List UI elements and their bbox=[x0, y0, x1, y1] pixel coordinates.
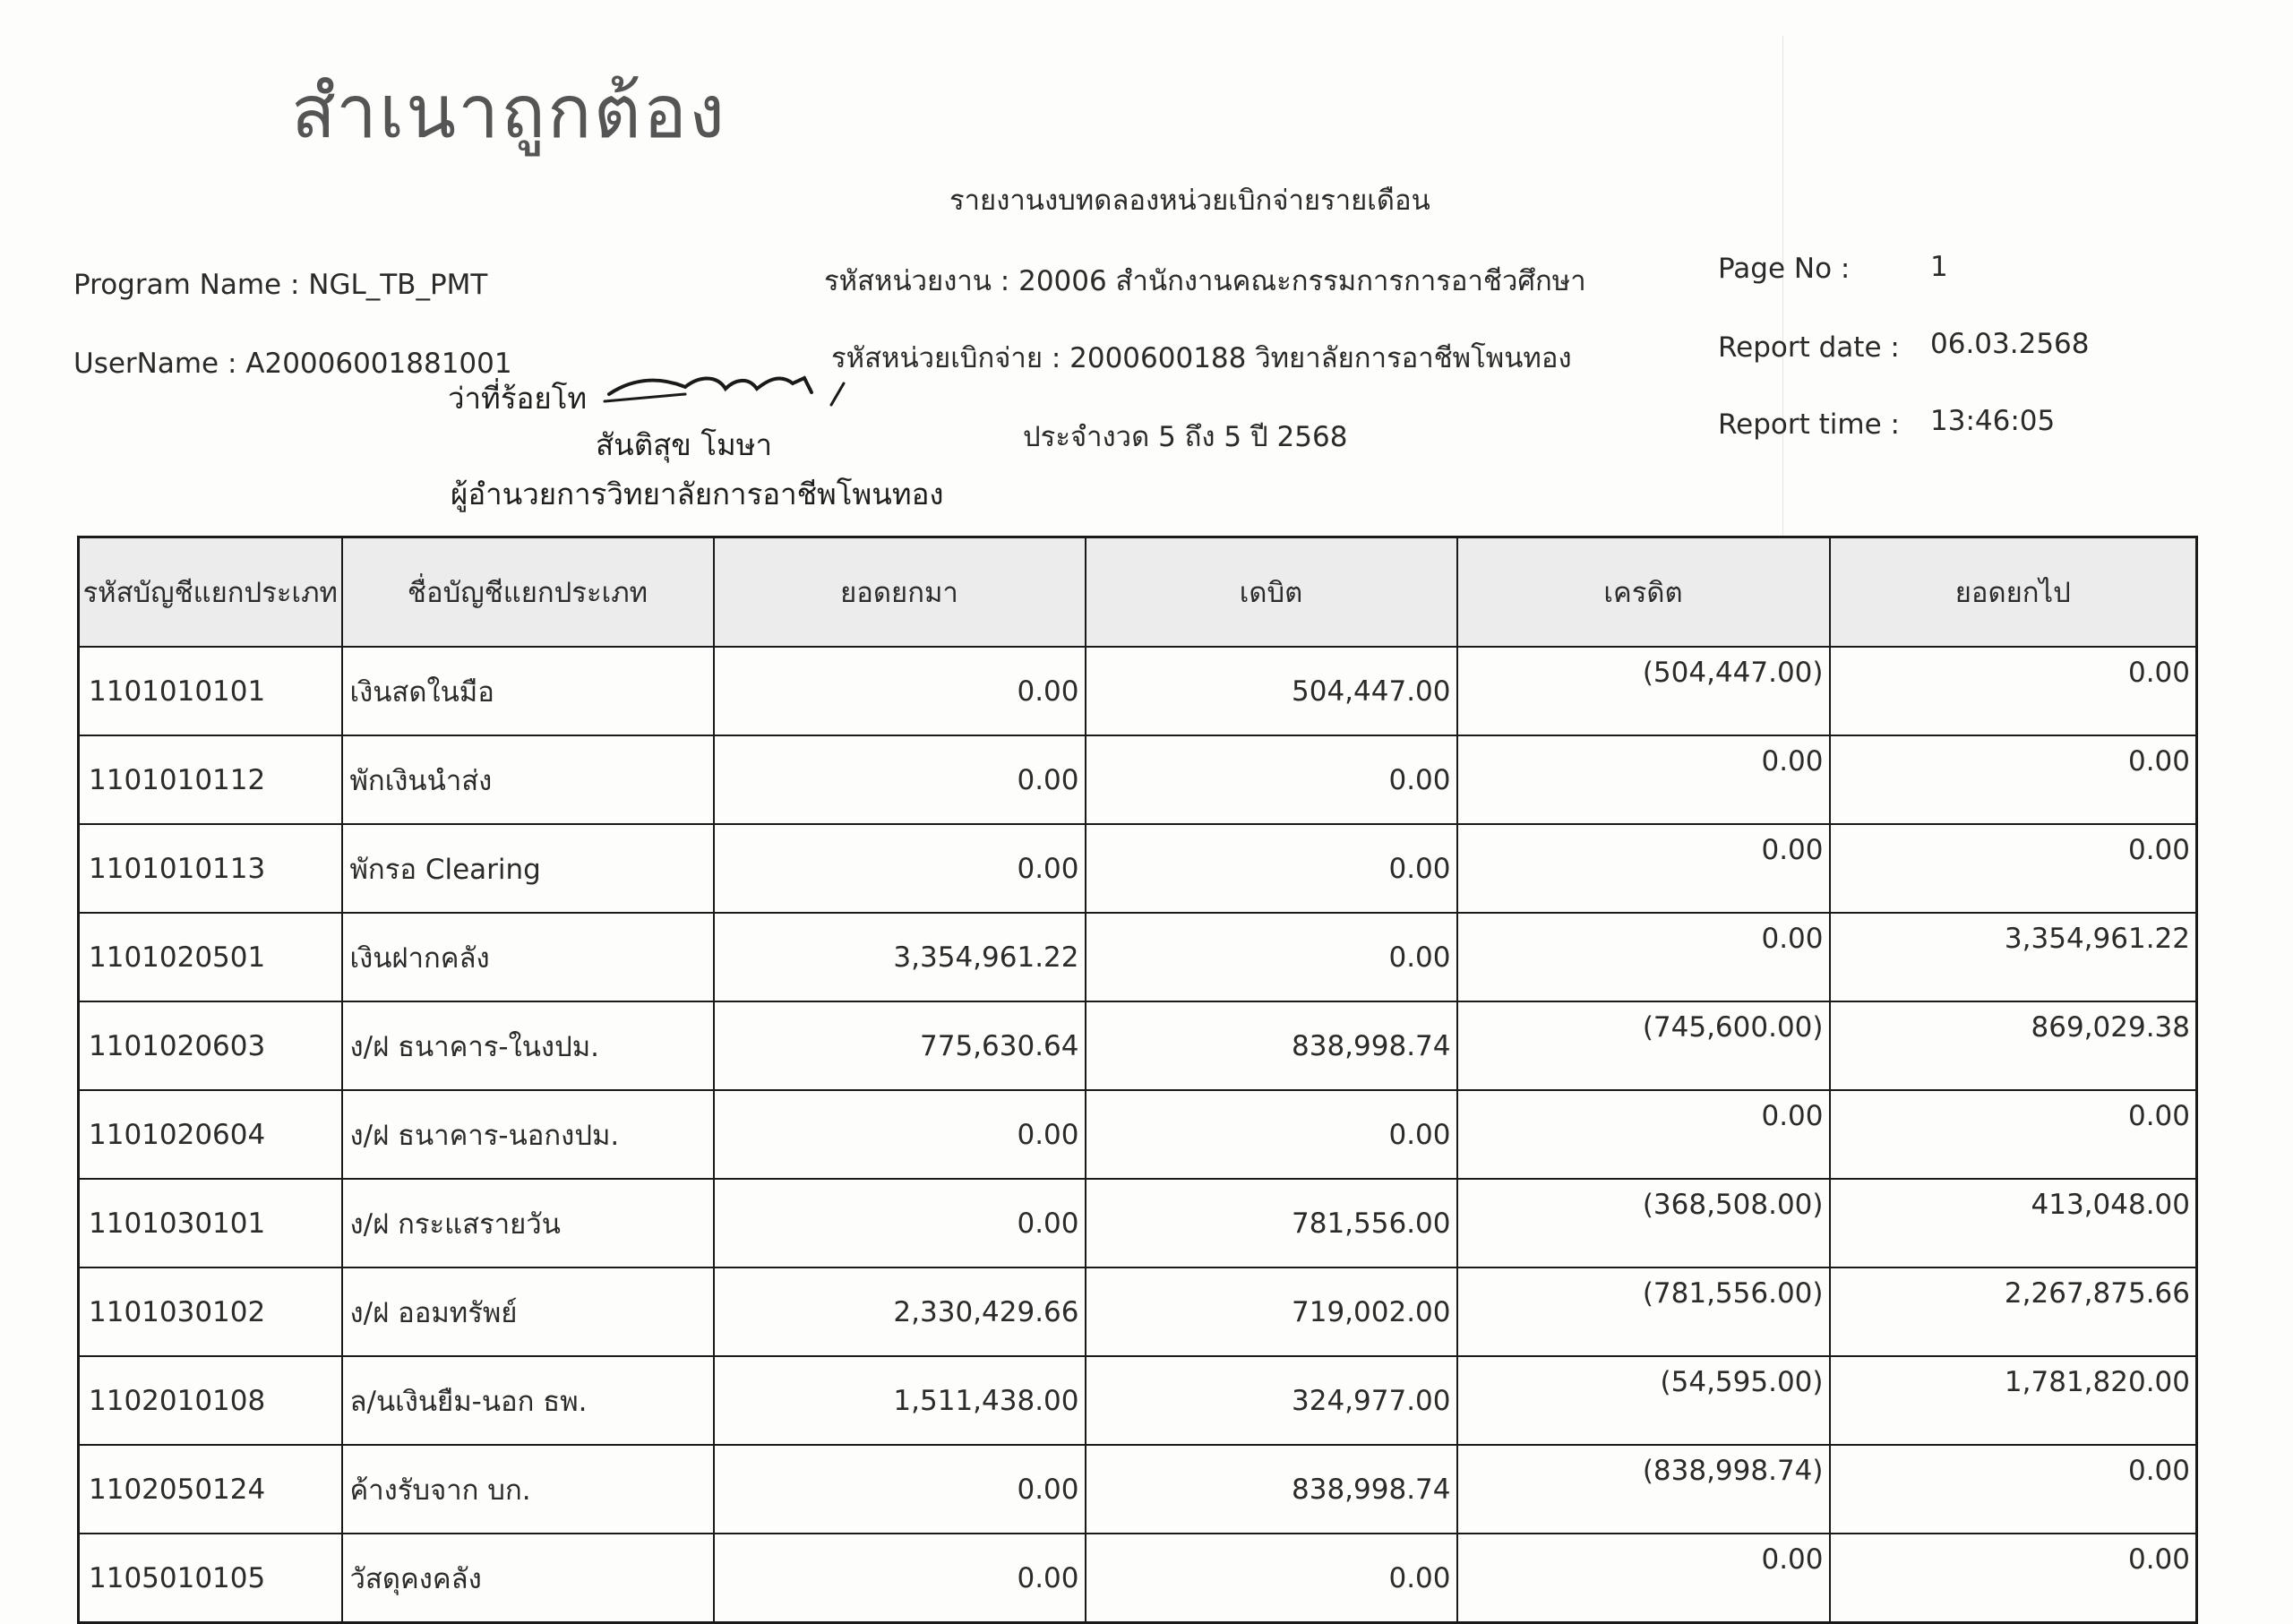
disbursing-unit-code: รหัสหน่วยเบิกจ่าย : 2000600188 วิทยาลัยการอาชีพโพนทอง bbox=[831, 342, 1572, 374]
cell-opening-balance: 0.00 bbox=[714, 735, 1086, 824]
report-title: รายงานงบทดลองหน่วยเบิกจ่ายรายเดือน bbox=[949, 185, 1430, 217]
table-row bbox=[79, 1534, 2197, 1623]
table-row bbox=[79, 735, 2197, 824]
cell-account-code: 1101010101 bbox=[79, 647, 342, 735]
header-opening-balance: ยอดยกมา bbox=[714, 537, 1086, 648]
table-row bbox=[79, 913, 2197, 1001]
cell-debit: 0.00 bbox=[1086, 824, 1457, 913]
cell-debit: 0.00 bbox=[1086, 1534, 1457, 1623]
cell-closing-balance: 0.00 bbox=[1830, 1445, 2197, 1534]
cell-account-code: 1102050124 bbox=[79, 1445, 342, 1534]
cell-credit: (504,447.00) bbox=[1457, 647, 1830, 735]
page-no-value: 1 bbox=[1930, 251, 1948, 283]
cell-account-name: พักเงินนำส่ง bbox=[342, 735, 714, 824]
cell-account-code: 1101020604 bbox=[79, 1090, 342, 1179]
cell-debit: 0.00 bbox=[1086, 735, 1457, 824]
cell-account-code: 1101030101 bbox=[79, 1179, 342, 1267]
cell-closing-balance: 3,354,961.22 bbox=[1830, 913, 2197, 1001]
signer-position: ผู้อำนวยการวิทยาลัยการอาชีพโพนทอง bbox=[451, 477, 944, 511]
cell-account-code: 1105010105 bbox=[79, 1534, 342, 1623]
cell-opening-balance: 0.00 bbox=[714, 1445, 1086, 1534]
report-period: ประจำงวด 5 ถึง 5 ปี 2568 bbox=[1023, 421, 1348, 453]
cell-account-code: 1101030102 bbox=[79, 1267, 342, 1356]
cell-closing-balance: 0.00 bbox=[1830, 1090, 2197, 1179]
agency-code: รหัสหน่วยงาน : 20006 สำนักงานคณะกรรมการการอาชีวศึกษา bbox=[824, 265, 1586, 297]
table-row bbox=[79, 1179, 2197, 1267]
cell-account-code: 1101010113 bbox=[79, 824, 342, 913]
cell-debit: 781,556.00 bbox=[1086, 1179, 1457, 1267]
cell-account-name: เงินฝากคลัง bbox=[342, 913, 714, 1001]
cell-opening-balance: 3,354,961.22 bbox=[714, 913, 1086, 1001]
cell-credit: (368,508.00) bbox=[1457, 1179, 1830, 1267]
cell-credit: (54,595.00) bbox=[1457, 1356, 1830, 1445]
cell-closing-balance: 869,029.38 bbox=[1830, 1001, 2197, 1090]
cell-account-name: ล/นเงินยืม-นอก ธพ. bbox=[342, 1356, 714, 1445]
cell-closing-balance: 0.00 bbox=[1830, 647, 2197, 735]
cell-account-code: 1101010112 bbox=[79, 735, 342, 824]
table-row bbox=[79, 1356, 2197, 1445]
cell-credit: (745,600.00) bbox=[1457, 1001, 1830, 1090]
cell-closing-balance: 1,781,820.00 bbox=[1830, 1356, 2197, 1445]
cell-opening-balance: 2,330,429.66 bbox=[714, 1267, 1086, 1356]
cell-account-name: ง/ฝ ออมทรัพย์ bbox=[342, 1267, 714, 1356]
cell-account-name: ง/ฝ ธนาคาร-ในงปม. bbox=[342, 1001, 714, 1090]
cell-account-name: ง/ฝ ธนาคาร-นอกงปม. bbox=[342, 1090, 714, 1179]
cell-account-name: ค้างรับจาก บก. bbox=[342, 1445, 714, 1534]
table-row bbox=[79, 1445, 2197, 1534]
signer-rank: ว่าที่ร้อยโท bbox=[448, 381, 588, 416]
cell-debit: 838,998.74 bbox=[1086, 1001, 1457, 1090]
cell-credit: (838,998.74) bbox=[1457, 1445, 1830, 1534]
table-row bbox=[79, 824, 2197, 913]
trial-balance-table bbox=[77, 536, 2198, 1624]
cell-debit: 0.00 bbox=[1086, 1090, 1457, 1179]
program-name: Program Name : NGL_TB_PMT bbox=[73, 269, 488, 301]
cell-opening-balance: 0.00 bbox=[714, 647, 1086, 735]
cell-account-name: ง/ฝ กระแสรายวัน bbox=[342, 1179, 714, 1267]
cell-account-name: เงินสดในมือ bbox=[342, 647, 714, 735]
cell-credit: 0.00 bbox=[1457, 1090, 1830, 1179]
table-row bbox=[79, 1267, 2197, 1356]
header-account-name: ชื่อบัญชีแยกประเภท bbox=[342, 537, 714, 648]
report-date-value: 06.03.2568 bbox=[1930, 328, 2090, 360]
cell-opening-balance: 1,511,438.00 bbox=[714, 1356, 1086, 1445]
cell-account-code: 1102010108 bbox=[79, 1356, 342, 1445]
cell-credit: 0.00 bbox=[1457, 1534, 1830, 1623]
cell-credit: 0.00 bbox=[1457, 824, 1830, 913]
cell-account-name: พักรอ Clearing bbox=[342, 824, 714, 913]
cell-debit: 0.00 bbox=[1086, 913, 1457, 1001]
cell-debit: 838,998.74 bbox=[1086, 1445, 1457, 1534]
table-row bbox=[79, 647, 2197, 735]
table-header-row bbox=[79, 537, 2197, 648]
cell-closing-balance: 0.00 bbox=[1830, 824, 2197, 913]
cell-closing-balance: 0.00 bbox=[1830, 735, 2197, 824]
table-body bbox=[79, 647, 2197, 1623]
cell-debit: 719,002.00 bbox=[1086, 1267, 1457, 1356]
header-closing-balance: ยอดยกไป bbox=[1830, 537, 2197, 648]
cell-opening-balance: 775,630.64 bbox=[714, 1001, 1086, 1090]
cell-account-name: วัสดุคงคลัง bbox=[342, 1534, 714, 1623]
table-row bbox=[79, 1001, 2197, 1090]
cell-credit: (781,556.00) bbox=[1457, 1267, 1830, 1356]
report-date-label: Report date : bbox=[1718, 331, 1900, 364]
cell-opening-balance: 0.00 bbox=[714, 1090, 1086, 1179]
cell-credit: 0.00 bbox=[1457, 913, 1830, 1001]
cell-opening-balance: 0.00 bbox=[714, 824, 1086, 913]
cell-closing-balance: 413,048.00 bbox=[1830, 1179, 2197, 1267]
cell-debit: 324,977.00 bbox=[1086, 1356, 1457, 1445]
cell-credit: 0.00 bbox=[1457, 735, 1830, 824]
header-account-code: รหัสบัญชีแยกประเภท bbox=[79, 537, 342, 648]
table-row bbox=[79, 1090, 2197, 1179]
cell-opening-balance: 0.00 bbox=[714, 1534, 1086, 1623]
cell-opening-balance: 0.00 bbox=[714, 1179, 1086, 1267]
cell-account-code: 1101020603 bbox=[79, 1001, 342, 1090]
report-time-label: Report time : bbox=[1718, 408, 1900, 441]
report-time-value: 13:46:05 bbox=[1930, 405, 2056, 437]
scan-fold-line bbox=[1782, 36, 1783, 537]
header-credit: เครดิต bbox=[1457, 537, 1830, 648]
handwritten-signature bbox=[600, 358, 851, 421]
header-debit: เดบิต bbox=[1086, 537, 1457, 648]
cell-closing-balance: 0.00 bbox=[1830, 1534, 2197, 1623]
user-name: UserName : A20006001881001 bbox=[73, 348, 512, 380]
cell-debit: 504,447.00 bbox=[1086, 647, 1457, 735]
page-no-label: Page No : bbox=[1718, 253, 1851, 285]
certified-copy-stamp: สำเนาถูกต้อง bbox=[291, 70, 727, 155]
cell-account-code: 1101020501 bbox=[79, 913, 342, 1001]
signer-name: สันติสุข โมษา bbox=[596, 427, 773, 462]
cell-closing-balance: 2,267,875.66 bbox=[1830, 1267, 2197, 1356]
